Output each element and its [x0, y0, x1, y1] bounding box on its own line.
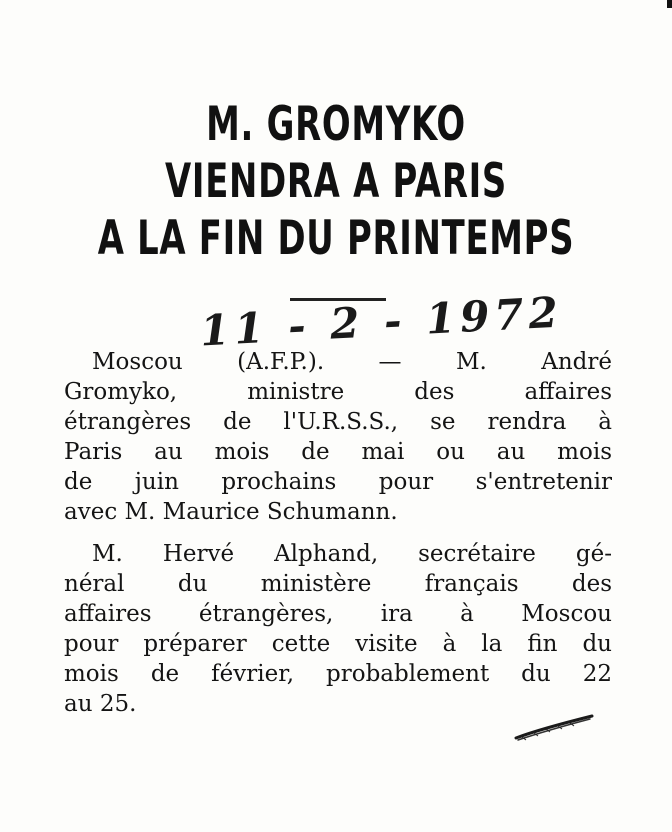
article-line: avec M. Maurice Schumann. [64, 499, 398, 525]
article-line: pour préparer cette visite à la fin du [64, 631, 612, 657]
headline-line: VIENDRA A PARIS [164, 154, 508, 209]
article-line: mois de février, probablement du 22 [64, 661, 612, 687]
corner-mark [667, 0, 672, 8]
article-line: Moscou (A.F.P.). — M. André [92, 349, 612, 375]
article-line: étrangères de l'U.R.S.S., se rendra à [64, 409, 612, 435]
article-line: néral du ministère français des [64, 571, 612, 597]
article-line: Gromyko, ministre des affaires [64, 379, 612, 405]
headline-line: M. GROMYKO [206, 97, 466, 152]
article-line: Paris au mois de mai ou au mois [64, 439, 612, 465]
headline [94, 96, 578, 267]
article-body [64, 347, 612, 719]
pen-stroke-mark [512, 712, 596, 742]
article-paragraph [64, 347, 612, 527]
handwritten-date: 11 - 2 - 1972 [198, 287, 564, 356]
article-paragraph [64, 539, 612, 719]
article-line: M. Hervé Alphand, secrétaire gé- [92, 541, 612, 567]
article-line: au 25. [64, 691, 137, 717]
article-line: affaires étrangères, ira à Moscou [64, 601, 612, 627]
headline-line: A LA FIN DU PRINTEMPS [97, 211, 575, 266]
article-line: de juin prochains pour s'entretenir [64, 469, 612, 495]
